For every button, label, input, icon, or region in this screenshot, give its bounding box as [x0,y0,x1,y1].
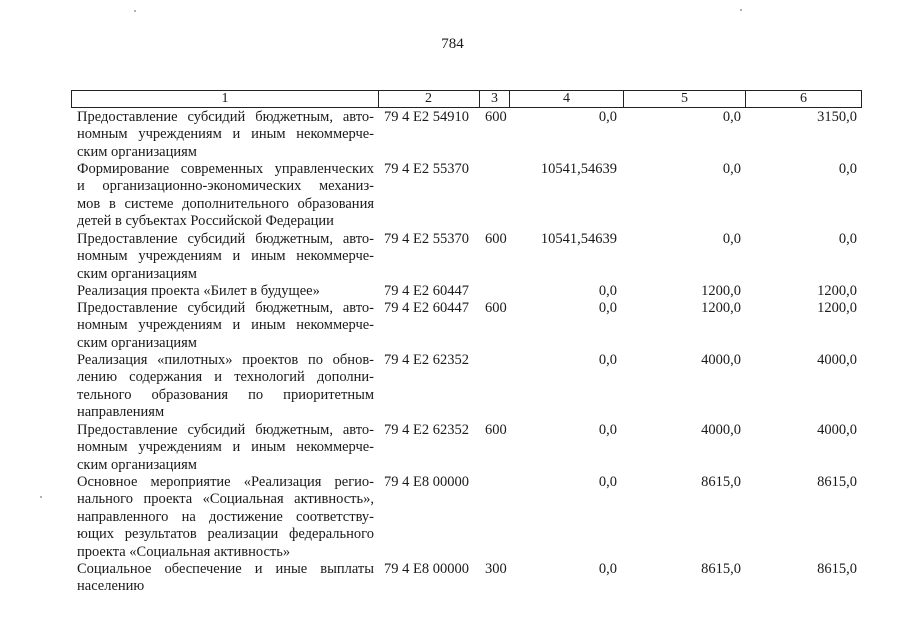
row-name [77,352,374,422]
row-name-line: Формирование современных управленческих [77,161,374,177]
row-name-line: номным учреждениям и иным некоммерче- [77,439,374,456]
row-code: 79 4 E2 60447 [384,283,469,299]
row-name-line: Реализация проекта «Билет в будущее» [77,283,320,299]
row-name-line: номным учреждениям и иным некоммерче- [77,248,374,265]
row-code: 79 4 E2 55370 [384,231,469,247]
column-header-2: 2 [378,90,480,108]
column-header-5: 5 [624,90,746,108]
scan-speck [740,9,742,11]
row-col5: 1200,0 [701,300,741,316]
column-header-6: 6 [746,90,862,108]
row-col4: 0,0 [598,561,617,577]
column-header-4: 4 [510,90,624,108]
row-name-line: ским организациям [77,265,197,282]
row-code: 79 4 E2 62352 [384,422,469,438]
row-name-line: населению [77,578,145,595]
row-name [77,231,374,283]
row-vr: 600 [485,300,507,316]
row-col5: 0,0 [722,231,741,247]
row-col6: 8615,0 [817,561,857,577]
row-col5: 4000,0 [701,352,741,368]
row-name-line: Предоставление субсидий бюджетным, авто- [77,300,374,316]
row-col5: 0,0 [722,161,741,177]
row-name [77,422,374,474]
row-col6: 4000,0 [817,422,857,438]
row-col4: 0,0 [598,300,617,316]
row-name-line: Предоставление субсидий бюджетным, авто- [77,422,374,438]
row-col6: 0,0 [838,231,857,247]
row-name-line: ющих результатов реализации федерального [77,526,374,543]
row-name [77,300,374,352]
row-code: 79 4 E2 54910 [384,109,469,125]
row-code: 79 4 E2 55370 [384,161,469,177]
row-name-line: номным учреждениям и иным некоммерче- [77,126,374,143]
row-name-line: ским организациям [77,334,197,351]
row-name-line: направленного на достижение соответству- [77,508,374,525]
row-col5: 1200,0 [701,283,741,299]
row-name [77,161,374,231]
row-col6: 0,0 [838,161,857,177]
row-name-line: Предоставление субсидий бюджетным, авто- [77,109,374,125]
row-name-line: Реализация «пилотных» проектов по обнов- [77,352,374,368]
row-code: 79 4 E8 00000 [384,474,469,490]
row-name-line: тельного образования по приоритетным [77,386,374,403]
row-name-line: Социальное обеспечение и иные выплаты [77,561,374,577]
row-name [77,283,374,300]
table-header [71,90,862,107]
row-col6: 8615,0 [817,474,857,490]
page-number: 784 [441,36,464,52]
row-name-line: номным учреждениям и иным некоммерче- [77,317,374,334]
row-col4: 0,0 [598,474,617,490]
row-col5: 8615,0 [701,561,741,577]
row-name-line: мов в системе дополнительного образования [77,195,374,212]
row-name-line: проекта «Социальная активность» [77,543,291,560]
row-name-line: лению содержания и технологий дополни- [77,369,374,386]
row-code: 79 4 E8 00000 [384,561,469,577]
scan-speck [134,10,136,12]
row-col6: 4000,0 [817,352,857,368]
row-col6: 3150,0 [817,109,857,125]
row-name-line: Основное мероприятие «Реализация регио- [77,474,374,490]
row-col4: 0,0 [598,109,617,125]
row-col5: 0,0 [722,109,741,125]
column-header-3: 3 [480,90,510,108]
row-name [77,474,374,561]
row-name-line: детей в субъектах Российской Федерации [77,213,334,230]
row-name-line: Предоставление субсидий бюджетным, авто- [77,231,374,247]
row-col4: 0,0 [598,283,617,299]
scan-speck [40,496,42,498]
row-col6: 1200,0 [817,300,857,316]
row-vr: 600 [485,109,507,125]
column-header-1: 1 [71,90,379,108]
row-col5: 8615,0 [701,474,741,490]
row-name [77,561,374,596]
row-name [77,109,374,161]
row-col4: 10541,54639 [540,161,617,177]
row-col4: 0,0 [598,422,617,438]
row-name-line: ским организациям [77,143,197,160]
row-col4: 0,0 [598,352,617,368]
row-col6: 1200,0 [817,283,857,299]
row-name-line: ским организациям [77,456,197,473]
row-name-line: нального проекта «Социальная активность», [77,491,374,508]
row-col5: 4000,0 [701,422,741,438]
row-code: 79 4 E2 60447 [384,300,469,316]
row-vr: 300 [485,561,507,577]
row-code: 79 4 E2 62352 [384,352,469,368]
row-name-line: направлениям [77,404,165,421]
row-vr: 600 [485,231,507,247]
row-name-line: и организационно-экономических механиз- [77,178,374,195]
row-vr: 600 [485,422,507,438]
row-col4: 10541,54639 [540,231,617,247]
